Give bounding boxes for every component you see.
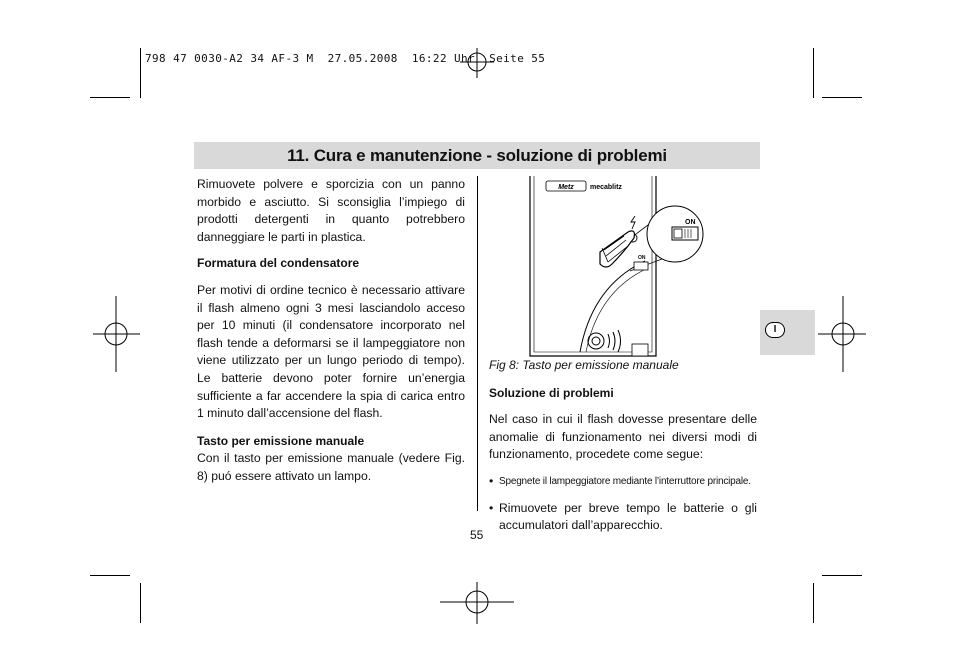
right-column — [489, 357, 757, 535]
page-number: 55 — [470, 528, 484, 542]
brand-name: mecablitz — [590, 184, 622, 191]
section-title: 11. Cura e manutenzione - soluzione di problemi — [287, 146, 667, 165]
switch-on-label-large: ON — [685, 219, 696, 226]
column-divider — [477, 176, 478, 511]
language-tab-label: I — [765, 322, 785, 338]
figure-8-flash-unit — [520, 176, 710, 358]
manual-flash-heading: Tasto per emissione manuale — [197, 433, 365, 448]
capacitor-heading: Formatura del condensatore — [197, 256, 360, 271]
bullet-icon: • — [489, 473, 494, 488]
crosshair-right-icon — [818, 296, 866, 372]
section-title-bar — [194, 142, 760, 169]
cleaning-paragraph: Rimuovete polvere e sporcizia con un panno morbido e asciutto. Si sconsiglia l’impiego di prodotti detergenti in quanto potrebbero danneggiare le parti in plastica. — [197, 177, 465, 244]
print-header: 798 47 0030-A2 34 AF-3 M 27.05.2008 16:22 Uhr Seite 55 — [145, 52, 546, 65]
metz-logo-text: Metz — [558, 184, 574, 191]
switch-small-icon — [634, 262, 648, 270]
crosshair-bottom-icon — [440, 582, 514, 624]
figure-caption: Fig 8: Tasto per emissione manuale — [489, 358, 679, 372]
bullet-icon: • — [489, 500, 494, 515]
list-item: • Rimuovete per breve tempo le batterie o gli accumulatori dall’apparecchio. — [489, 500, 757, 535]
troubleshoot-paragraph: Nel caso in cui il flash dovesse presentare delle anomalie di funzionamento nei diversi modi di funzionamento, procedete come segue: — [489, 412, 757, 462]
list-item: • Spegnete il lampeggiatore mediante l’interruttore principale. — [489, 473, 757, 491]
manual-flash-paragraph: Con il tasto per emissione manuale (vedere Fig. 8) puó essere attivato un lampo. — [197, 451, 465, 483]
capacitor-paragraph: Per motivi di ordine tecnico è necessario attivare il flash almeno ogni 3 mesi lasciandolo acceso per 10 minuti (il condensatore incorporato nel flash tende a deformarsi se il lampeggiatore non viene utilizzato per un lungo periodo di tempo). Le batterie devono poter fornire un’energia sufficiente a far accendere la spia di carica entro 1 minuto dall’accensione del flash. — [197, 282, 465, 421]
left-column — [197, 176, 465, 486]
switch-on-label-small: ON — [638, 255, 646, 261]
troubleshoot-heading: Soluzione di problemi — [489, 385, 614, 400]
crosshair-top-icon — [460, 48, 494, 78]
crosshair-left-icon — [93, 296, 140, 372]
